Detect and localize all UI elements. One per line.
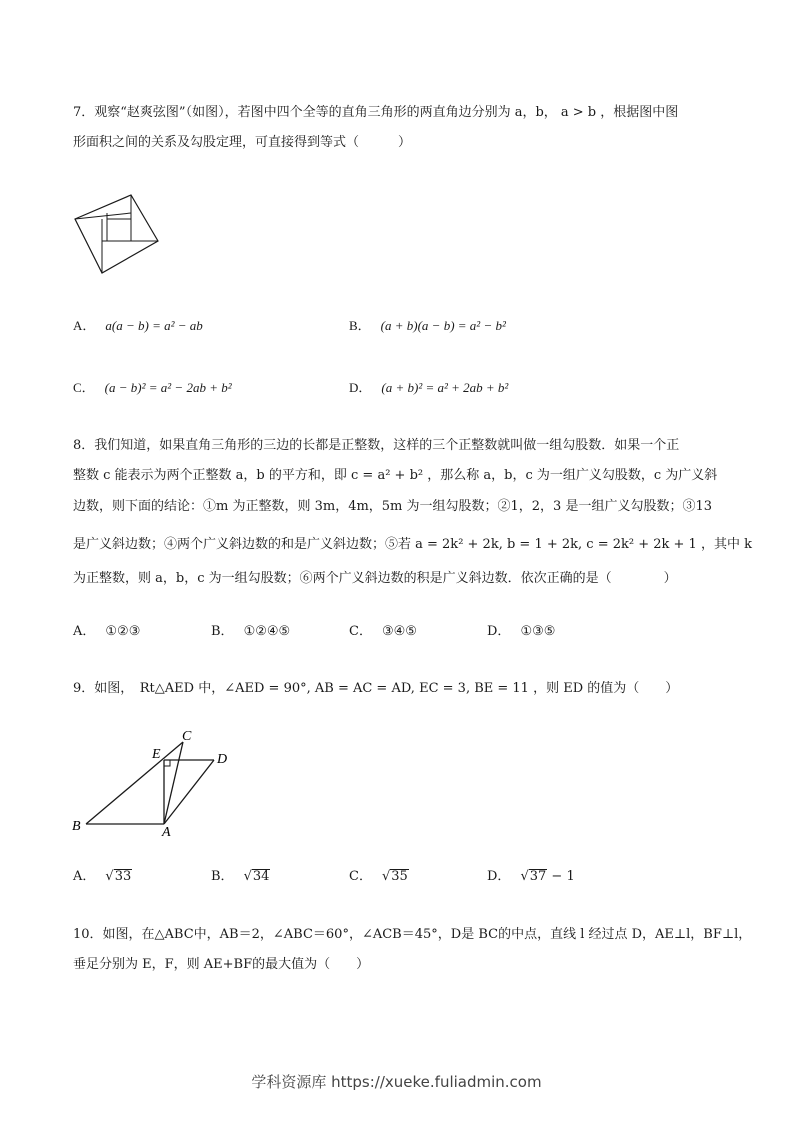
option-expression: (a + b)(a − b) = a² − b² (380, 318, 506, 333)
q9-option-c[interactable] (349, 868, 409, 886)
q7-option-a[interactable] (73, 317, 203, 335)
option-label: D． (487, 624, 511, 639)
q7-line-1: 7．观察“赵爽弦图”（如图），若图中四个全等的直角三角形的两直角边分别为 a，b， a > b ，根据图中图 (73, 105, 679, 120)
q8-line-2: 整数 c 能表示为两个正整数 a，b 的平方和，即 c = a² + b² ，那么称 a，b，c 为一组广义勾股数，c 为广义斜 (73, 468, 718, 483)
option-label: D． (487, 869, 511, 884)
option-label: C． (349, 624, 372, 639)
option-label: B． (211, 869, 234, 884)
page-footer: 学科资源库 https://xueke.fuliadmin.com (251, 1073, 542, 1091)
option-expression: ①③⑤ (520, 624, 556, 639)
option-label: C． (73, 380, 95, 395)
q8-line-3: 边数，则下面的结论：①m 为正整数，则 3m，4m，5m 为一组勾股数；②1，2，3 是一组广义勾股数；③13 (73, 499, 713, 514)
option-tail: − 1 (547, 869, 575, 884)
q10-line-1: 10．如图，在△ABC中，AB＝2，∠ABC＝60°，∠ACB＝45°，D是 BC的中点，直线 l 经过点 D，AE⊥l，BF⊥l， (73, 927, 752, 942)
radical-sign: √ (381, 869, 391, 884)
q7-line-2: 形面积之间的关系及勾股定理，可直接得到等式（ ） (73, 135, 412, 150)
option-expression: (a − b)² = a² − 2ab + b² (104, 380, 232, 395)
label-d: D (217, 752, 228, 767)
option-expression: ①②④⑤ (243, 624, 291, 639)
option-label: A． (73, 869, 96, 884)
option-radicand: 34 (252, 869, 270, 884)
q7-option-d[interactable] (349, 379, 508, 397)
q8-line-4: 是广义斜边数；④两个广义斜边数的和是广义斜边数；⑤若 a = 2k² + 2k, b = 1 + 2k, c = 2k² + 2k + 1 ，其中 k (73, 537, 752, 552)
radical-sign: √ (520, 869, 529, 884)
option-radicand: 35 (391, 869, 408, 884)
option-label: B． (349, 318, 371, 333)
label-e: E (152, 747, 161, 762)
label-b: B (72, 819, 81, 834)
q7-option-b[interactable] (349, 317, 506, 335)
q9-line-1: 9．如图， Rt△AED 中，∠AED = 90°, AB = AC = AD, EC = 3, BE = 11 ，则 ED 的值为（ ） (73, 681, 679, 696)
triangle-figure (66, 728, 236, 836)
q9-option-d[interactable] (487, 868, 575, 886)
option-radicand: 37 (529, 869, 547, 884)
q7-option-c[interactable] (73, 379, 232, 397)
q8-line-1: 8．我们知道，如果直角三角形的三边的长都是正整数，这样的三个正整数就叫做一组勾股数．如果一个正 (73, 438, 680, 453)
q8-option-a[interactable] (73, 623, 140, 641)
q8-option-d[interactable] (487, 623, 555, 641)
radical-sign: √ (105, 869, 114, 884)
q8-line-5: 为正整数，则 a，b，c 为一组勾股数；⑥两个广义斜边数的积是广义斜边数．依次正确的是（ ） (73, 571, 677, 586)
option-expression: (a + b)² = a² + 2ab + b² (381, 380, 509, 395)
option-label: A． (73, 624, 96, 639)
radical-sign: √ (243, 869, 252, 884)
option-label: D． (349, 380, 372, 395)
option-expression: ①②③ (105, 624, 141, 639)
option-label: B． (211, 624, 234, 639)
q10-line-2: 垂足分别为 E，F，则 AE+BF的最大值为（ ） (73, 957, 370, 972)
option-label: C． (349, 869, 372, 884)
q8-option-c[interactable] (349, 623, 417, 641)
option-radicand: 33 (114, 869, 132, 884)
q8-option-b[interactable] (211, 623, 290, 641)
label-c: C (182, 729, 192, 744)
option-expression: ③④⑤ (381, 624, 417, 639)
label-a: A (162, 825, 171, 836)
zhao-shuang-diagram (72, 190, 164, 276)
option-expression: a(a − b) = a² − ab (105, 318, 203, 333)
option-label: A． (73, 318, 96, 333)
q9-option-a[interactable] (73, 868, 132, 886)
q9-option-b[interactable] (211, 868, 270, 886)
